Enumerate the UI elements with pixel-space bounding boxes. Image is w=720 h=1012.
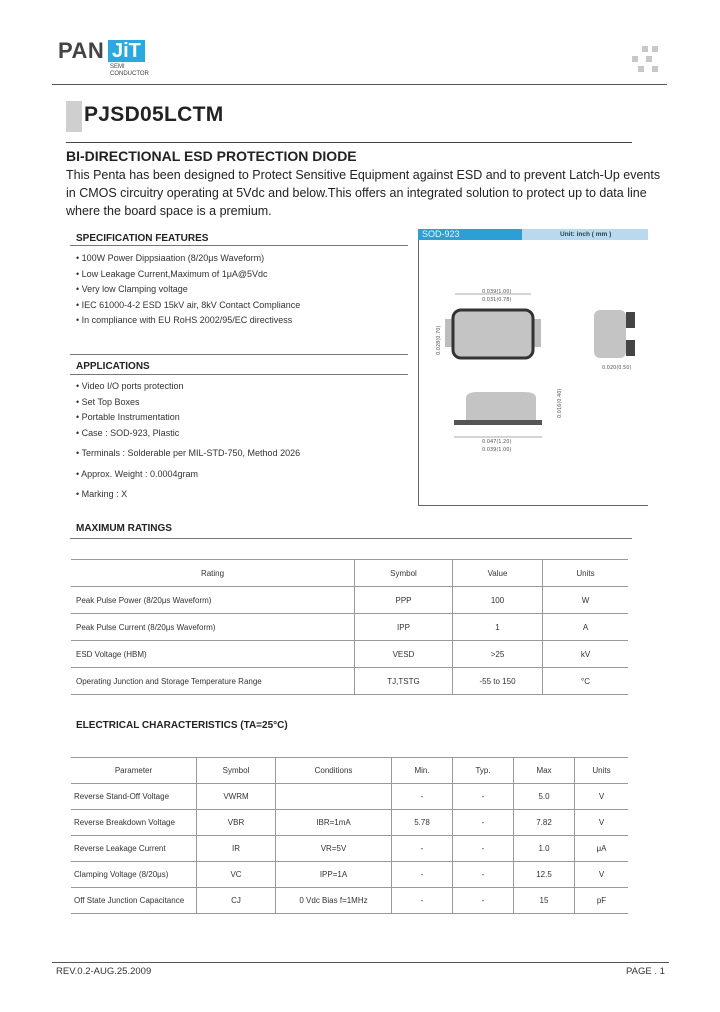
cell: 7.82 — [514, 810, 575, 836]
max-ratings-divider — [70, 538, 632, 539]
dim-top-2: 0.031(0.78) — [482, 297, 512, 303]
footer-divider — [52, 962, 669, 963]
cell: °C — [543, 668, 629, 695]
cell: VBR — [197, 810, 276, 836]
package-name: SOD-923 — [418, 229, 522, 240]
max-ratings-heading: MAXIMUM RATINGS — [76, 523, 172, 534]
logo-subtitle-line1: SEMI — [110, 64, 125, 70]
dim-side: 0.020(0.50) — [602, 365, 632, 371]
cell: >25 — [453, 641, 543, 668]
cell: 1.0 — [514, 836, 575, 862]
cell: - — [453, 862, 514, 888]
list-item: • Case : SOD-923, Plastic — [76, 427, 180, 438]
col-header: Rating — [71, 560, 355, 587]
cell: -55 to 150 — [453, 668, 543, 695]
dim-bottom-2: 0.039(1.00) — [482, 447, 512, 453]
electrical-table — [71, 757, 628, 914]
cell: pF — [575, 888, 629, 914]
part-number: PJSD05LCTM — [84, 103, 224, 126]
logo-jit-text: JiT — [108, 40, 145, 62]
cell: - — [392, 888, 453, 914]
list-item: • Approx. Weight : 0.0004gram — [76, 468, 199, 479]
col-header: Value — [453, 560, 543, 587]
table-row — [71, 862, 628, 888]
cell: Reverse Stand-Off Voltage — [71, 784, 197, 810]
front-view-body — [466, 392, 536, 420]
col-header: Min. — [392, 758, 453, 784]
logo-pan-text: PAN — [58, 38, 105, 63]
electrical-heading: ELECTRICAL CHARACTERISTICS (TA=25°C) — [76, 720, 288, 731]
features-divider — [70, 245, 408, 246]
list-item: • In compliance with EU RoHS 2002/95/EC directivess — [76, 315, 293, 325]
cell: 100 — [453, 587, 543, 614]
cell: IBR=1mA — [276, 810, 392, 836]
list-item: • Set Top Boxes — [76, 396, 140, 407]
cell: - — [453, 784, 514, 810]
cell: W — [543, 587, 629, 614]
table-row — [71, 784, 628, 810]
corner-decoration — [632, 46, 660, 74]
dim-left: 0.028(0.70) — [436, 325, 442, 355]
cell: Reverse Leakage Current — [71, 836, 197, 862]
cell: - — [392, 784, 453, 810]
package-unit: Unit: inch ( mm ) — [560, 231, 612, 238]
cell: - — [392, 862, 453, 888]
logo-subtitle — [110, 64, 149, 78]
list-item: • Very low Clamping voltage — [76, 284, 188, 294]
table-row — [71, 888, 628, 914]
col-header: Units — [575, 758, 629, 784]
cell: V — [575, 784, 629, 810]
cell: - — [392, 836, 453, 862]
list-item: • Video I/O ports protection — [76, 381, 184, 391]
cell: 1 — [453, 614, 543, 641]
table-header-row — [71, 560, 628, 587]
description-body: This Penta has been designed to Protect Sensitive Equipment against ESD and to prevent Latch-Up events in CMOS circuitry operating at 5Vdc and below.This offers an integrated solution to protect up to data line where the board space is a premium. — [66, 168, 661, 218]
cell: μA — [575, 836, 629, 862]
package-outline-drawing — [418, 240, 648, 506]
cell: VC — [197, 862, 276, 888]
col-header: Typ. — [453, 758, 514, 784]
side-terminal-bottom — [626, 340, 635, 356]
cell: IR — [197, 836, 276, 862]
list-item: • IEC 61000-4-2 ESD 15kV air, 8kV Contact Compliance — [76, 299, 301, 310]
list-item: • Low Leakage Current,Maximum of 1μA@5Vdc — [76, 268, 268, 279]
cell: Reverse Breakdown Voltage — [71, 810, 197, 836]
cell: CJ — [197, 888, 276, 914]
table-row — [71, 668, 628, 695]
dim-bottom-1: 0.047(1.20) — [482, 439, 512, 445]
dim-top-1: 0.039(1.00) — [482, 289, 512, 295]
cell: TJ,TSTG — [355, 668, 453, 695]
col-header: Conditions — [276, 758, 392, 784]
side-view-body — [594, 310, 626, 358]
list-item: • Marking : X — [76, 489, 128, 499]
side-terminal-top — [626, 312, 635, 328]
top-view-body — [453, 310, 533, 358]
col-header: Max — [514, 758, 575, 784]
cell: VESD — [355, 641, 453, 668]
cell — [276, 784, 392, 810]
cell: 15 — [514, 888, 575, 914]
list-item: • Terminals : Solderable per MIL-STD-750, Method 2026 — [76, 448, 301, 458]
table-header-row — [71, 758, 628, 784]
cell: - — [453, 810, 514, 836]
cell: Peak Pulse Power (8/20μs Waveform) — [71, 587, 355, 614]
applications-heading: APPLICATIONS — [76, 361, 150, 372]
cell: Clamping Voltage (8/20μs) — [71, 862, 197, 888]
page-number: PAGE . 1 — [626, 966, 665, 977]
cell: Off State Junction Capacitance — [71, 888, 197, 914]
col-header: Symbol — [197, 758, 276, 784]
cell: ESD Voltage (HBM) — [71, 641, 355, 668]
cell: A — [543, 614, 629, 641]
cell: VR=5V — [276, 836, 392, 862]
cell: V — [575, 810, 629, 836]
list-item: • Portable Instrumentation — [76, 412, 180, 422]
part-number-divider — [66, 142, 632, 143]
col-header: Parameter — [71, 758, 197, 784]
cell: 0 Vdc Bias f=1MHz — [276, 888, 392, 914]
cell: - — [453, 888, 514, 914]
cell: VWRM — [197, 784, 276, 810]
applications-divider — [70, 374, 408, 375]
cell: 12.5 — [514, 862, 575, 888]
logo-subtitle-line2: CONDUCTOR — [110, 71, 149, 77]
col-header: Symbol — [355, 560, 453, 587]
list-item: • 100W Power Dippsiaation (8/20μs Waveform) — [76, 253, 265, 263]
header-divider — [52, 84, 667, 85]
max-ratings-table — [71, 559, 628, 695]
cell: PPP — [355, 587, 453, 614]
cell: V — [575, 862, 629, 888]
table-row — [71, 641, 628, 668]
table-row — [71, 836, 628, 862]
features-heading: SPECIFICATION FEATURES — [76, 233, 209, 244]
cell: kV — [543, 641, 629, 668]
cell: 5.78 — [392, 810, 453, 836]
col-header: Units — [543, 560, 629, 587]
dim-height: 0.016(0.40) — [557, 388, 563, 418]
cell: - — [453, 836, 514, 862]
cell: IPP=1A — [276, 862, 392, 888]
part-number-marker — [66, 101, 82, 132]
front-view-terminals — [454, 420, 542, 425]
applications-top-divider — [70, 354, 408, 355]
table-row — [71, 587, 628, 614]
cell: 5.0 — [514, 784, 575, 810]
revision-label: REV.0.2-AUG.25.2009 — [56, 966, 152, 977]
company-logo — [58, 38, 168, 78]
description-title: BI-DIRECTIONAL ESD PROTECTION DIODE — [66, 148, 357, 164]
table-row — [71, 810, 628, 836]
features-list — [76, 251, 300, 329]
applications-list — [76, 379, 300, 503]
table-row — [71, 614, 628, 641]
cell: Peak Pulse Current (8/20μs Waveform) — [71, 614, 355, 641]
cell: IPP — [355, 614, 453, 641]
cell: Operating Junction and Storage Temperature Range — [71, 668, 355, 695]
